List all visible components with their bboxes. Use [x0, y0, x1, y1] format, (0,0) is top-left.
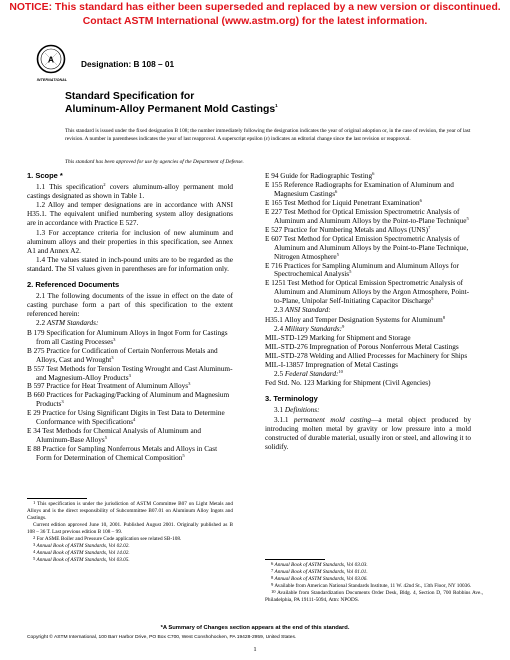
section-heading-scope: 1. Scope *	[27, 171, 63, 180]
footnote: $^{10}$ Available from Standardization Documents Order Desk, Bldg. 4, Section D, 700 Robbins Ave., Philadelphia, PA 19111-5094, Attn: NPODS.	[265, 589, 483, 604]
reference-item: B 660 Practices for Packaging/Packing of Aluminum and Magnesium Products$^3$	[27, 391, 230, 409]
reference-item: E 29 Practice for Using Significant Digits in Test Data to Determine Conformance with Specifications$^4$	[27, 409, 225, 427]
section-heading-terminology: 3. Terminology	[265, 394, 318, 404]
paragraph-3-1-1: 3.1.1 permanent mold casting—a metal object produced by introducing molten metal by gravity or low pressure into a mold constructed of durable material, usually iron or steel, and allowing it to solidify.	[265, 415, 472, 451]
reference-item: B 557 Test Methods for Tension Testing Wrought and Cast Aluminum- and Magnesium-Alloy Products$^3$	[27, 364, 233, 382]
reference-item: B 597 Practice for Heat Treatment of Aluminum Alloys$^3$	[27, 381, 191, 391]
title-line-1: Standard Specification for	[65, 91, 195, 102]
footnote: $^1$ This specification is under the jurisdiction of ASTM Committee B07 on Light Metals and Alloys and is the direct responsibility of Subcommittee B07.01 on Aluminum Alloy Ingots and Castings.	[27, 500, 233, 522]
reference-item: E 155 Reference Radiographs for Examination of Aluminum and Magnesium Castings$^6$	[265, 180, 454, 198]
paragraph-1-4: 1.4 The values stated in inch-pound units are to be regarded as the standard. The SI values given in parentheses are for information only.	[27, 256, 233, 274]
paragraph-2-5: 2.5 Federal Standard:$^{10}$	[274, 368, 343, 378]
left-column	[27, 172, 233, 463]
footnote: $^6$ Annual Book of ASTM Standards, Vol 03.03.	[271, 561, 368, 568]
footnote: $^2$ For ASME Boiler and Pressure Code application see related SB-108.	[33, 535, 182, 543]
reference-item: E 88 Practice for Sampling Nonferrous Metals and Alloys in Cast Form for Determination of Chemical Composition$^5$	[27, 445, 218, 463]
notice-line-2: Contact ASTM International (www.astm.org) for the latest information.	[82, 15, 428, 27]
astm-reference-list	[27, 329, 233, 463]
reference-item: MIL-STD-129 Marking for Shipment and Storage	[265, 334, 411, 343]
paragraph-2-2: 2.2 ASTM Standards:	[36, 319, 99, 328]
footnote: $^4$ Annual Book of ASTM Standards, Vol 14.02.	[33, 549, 130, 557]
footnote: $^3$ Annual Book of ASTM Standards, Vol 02.02.	[33, 542, 130, 550]
notice-line-1: NOTICE: This standard has either been superseded and replaced by a new version or discontinued.	[9, 2, 501, 13]
paragraph-2-3: 2.3 ANSI Standard:	[274, 306, 331, 315]
footnote: $^7$ Annual Book of ASTM Standards, Vol 01.01.	[271, 568, 368, 576]
footnotes-right	[265, 562, 483, 604]
reference-item: E 227 Test Method for Optical Emission Spectrometric Analysis of Aluminum and Aluminum Alloys by the Point-to-Plane Technique$^5$	[265, 207, 469, 225]
designation: Designation: B 108 – 01	[81, 59, 175, 69]
footnote-rule-right	[265, 559, 325, 560]
summary-of-changes-note: *A Summary of Changes section appears at the end of this standard.	[160, 625, 350, 631]
svg-text:A: A	[47, 54, 55, 65]
title-line-2: Aluminum-Alloy Permanent Mold Castings$^1$	[65, 102, 278, 115]
logo-caption: INTERNATIONAL	[36, 78, 68, 82]
footnote: $^9$ Available from American National Standards Institute, 11 W. 42nd St., 13th Floor, NY 10036.	[271, 582, 472, 590]
reference-item: MIL-I-13857 Impregnation of Metal Castings	[265, 361, 398, 370]
federal-standard-item: Fed Std. No. 123 Marking for Shipment (Civil Agencies)	[265, 379, 431, 388]
document-title	[65, 91, 278, 116]
reference-item: E 94 Guide for Radiographic Testing$^6$	[265, 171, 375, 180]
paragraph-2-1: 2.1 The following documents of the issue in effect on the date of casting purchase form a part of this specification to the extent referenced herein:	[27, 291, 233, 318]
footnote-rule-left	[27, 498, 87, 499]
reference-item: MIL-STD-278 Welding and Allied Processes for Machinery for Ships	[265, 352, 468, 361]
footnote: Current edition approved June 10, 2001. Published August 2001. Originally published as B 108 – 36 T. Last previous edition B 108 – 99.	[27, 522, 233, 536]
footnotes-left	[27, 501, 233, 564]
page-number: 1	[253, 646, 257, 653]
paragraph-1-2: 1.2 Alloy and temper designations are in accordance with ANSI H35.1. The equivalent unified numbering system alloy designations are in accordance with Practice E 527.	[27, 201, 233, 228]
reference-item: B 275 Practice for Codification of Certain Nonferrous Metals and Alloys, Cast and Wrought$^3$	[27, 346, 218, 364]
paragraph-3-1: 3.1 Definitions:	[274, 406, 320, 415]
paragraph-1-3: 1.3 For acceptance criteria for inclusion of new aluminum and aluminum alloys and their properties in this specification, see Annex A1 and Annex A2.	[27, 228, 233, 255]
military-standards-list	[265, 334, 471, 370]
reference-item: E 34 Test Methods for Chemical Analysis of Aluminum and Aluminum-Base Alloys$^5$	[27, 427, 201, 445]
reference-item: E 527 Practice for Numbering Metals and Alloys (UNS)$^7$	[265, 224, 431, 234]
reference-item: E 607 Test Method for Optical Emission Spectrometric Analysis of Aluminum and Aluminum Alloys by the Point-to-Plane Technique, Nitrogen Atmosphere$^5$	[265, 234, 469, 261]
footnote: $^8$ Annual Book of ASTM Standards, Vol 03.06.	[271, 575, 368, 583]
copyright-line: Copyright © ASTM International, 100 Barr Harbor Drive, PO Box C700, West Conshohocken, PA 19428-2959, United States.	[27, 635, 297, 640]
paragraph-2-4: 2.4 Military Standards:$^9$	[274, 323, 345, 333]
section-heading-referenced-documents: 2. Referenced Documents	[27, 279, 120, 289]
reference-item: MIL-STD-276 Impregnation of Porous Nonferrous Metal Castings	[265, 343, 459, 352]
approved-note: This standard has been approved for use by agencies of the Department of Defense.	[65, 159, 244, 165]
reference-item: E 716 Practices for Sampling Aluminum and Aluminum Alloys for Spectrochemical Analysis$^5$	[265, 261, 459, 279]
reference-item: B 179 Specification for Aluminum Alloys in Ingot Form for Castings from all Casting Processes$^3$	[27, 328, 228, 346]
issued-note: This standard is issued under the fixed designation B 108; the number immediately following the designation indicates the year of original adoption or, in the case of revision, the year of last revision. A number in parentheses indicates the year of last reapproval. A superscript epsilon (ε) indicates an editorial change since the last revision or reapproval.	[65, 128, 471, 142]
astm-reference-list-continued	[265, 172, 471, 306]
reference-item: E 1251 Test Method for Optical Emission Spectrometric Analysis of Aluminum and Aluminum Alloys by the Argon Atmosphere, Point-to-Plane, Unipolar Self-Initiating Capacitor Discharge$^5$	[265, 279, 470, 306]
supersession-notice	[0, 1, 510, 28]
ansi-reference-item: H35.1 Alloy and Temper Designation Systems for Aluminum$^8$	[265, 314, 446, 324]
paragraph-1-1: 1.1 This specification$^2$ covers aluminum-alloy permanent mold castings designated as shown in Table 1.	[27, 181, 233, 200]
footnote: $^5$ Annual Book of ASTM Standards, Vol 03.05.	[33, 556, 130, 564]
right-column	[265, 172, 471, 452]
reference-item: E 165 Test Method for Liquid Penetrant Examination$^6$	[265, 197, 422, 207]
